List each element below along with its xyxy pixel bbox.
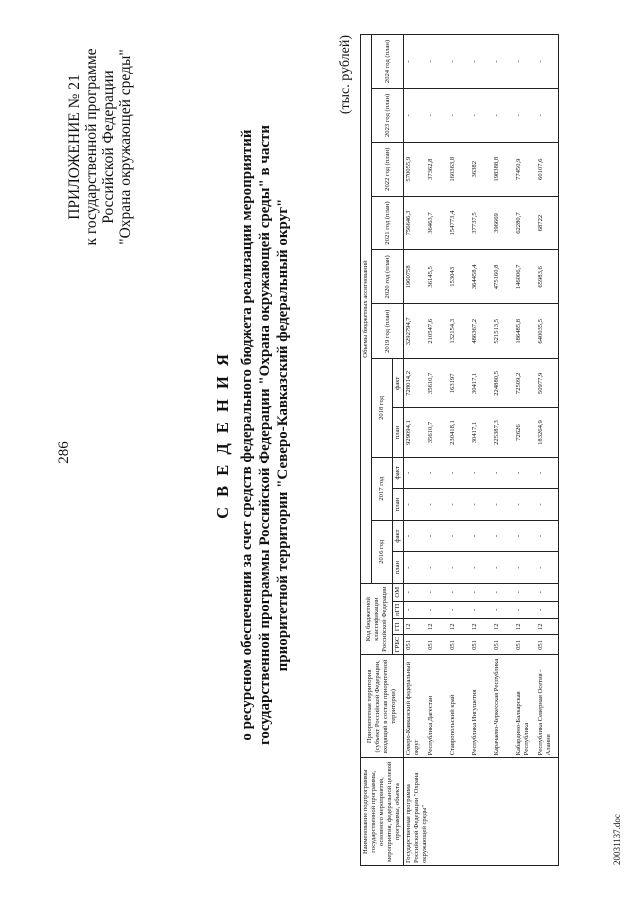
cell-y2021: 62280,7	[514, 196, 536, 250]
header-2018-plan: план	[393, 408, 404, 457]
cell-p2018: 225387,3	[492, 408, 514, 457]
cell-p2017: -	[514, 489, 536, 521]
cell-y2022: 198388,8	[492, 142, 514, 196]
cell-grbs: 051	[404, 635, 427, 655]
header-2018: 2018 год	[372, 359, 393, 457]
header-2017: 2017 год	[372, 457, 393, 520]
header-gp: ГП	[393, 619, 404, 635]
cell-f2018: 163197	[448, 359, 470, 408]
cell-y2024: -	[492, 35, 514, 89]
cell-y2023: -	[404, 88, 427, 142]
cell-f2018: 30417,1	[470, 359, 492, 408]
cell-grbs: 051	[470, 635, 492, 655]
cell-p2017: -	[470, 489, 492, 521]
cell-y2019: 3292794,7	[404, 304, 427, 359]
cell-p2016: -	[448, 552, 470, 584]
document-subtitle	[238, 85, 292, 785]
territory-cell: Северо-Кавказский федеральный округ	[404, 655, 427, 758]
cell-y2022: 570055,9	[404, 142, 427, 196]
territory-cell: Республика Дагестан	[426, 655, 448, 758]
table-row	[492, 35, 514, 866]
cell-f2017: -	[536, 457, 559, 489]
cell-f2016: -	[426, 520, 448, 552]
header-2017-plan: план	[393, 489, 404, 521]
cell-y2019: 486367,2	[470, 304, 492, 359]
document-title: С В Е Д Е Н И Я	[213, 351, 232, 519]
cell-p2018: 30417,1	[470, 408, 492, 457]
table-row	[448, 35, 470, 866]
table-row	[426, 35, 448, 866]
cell-om: -	[404, 583, 427, 601]
appendix-line-3: Российской Федерации	[100, 70, 117, 224]
cell-f2017: -	[426, 457, 448, 489]
cell-p2016: -	[536, 552, 559, 584]
cell-om: -	[536, 583, 559, 601]
cell-om: -	[448, 583, 470, 601]
header-name: Наименование подпрограммы государственной программы, основного мероприятия, мероприятия, федеральной целевой программы, объекта	[361, 758, 404, 866]
header-om: ОМ	[393, 583, 404, 601]
cell-y2023: -	[536, 88, 559, 142]
cell-p2017: -	[426, 489, 448, 521]
territory-cell: Республика Ингушетия	[470, 655, 492, 758]
header-2024: 2024 год (план)	[372, 35, 404, 89]
budget-table	[360, 34, 559, 866]
cell-f2016: -	[514, 520, 536, 552]
cell-p2016: -	[426, 552, 448, 584]
cell-pgp: -	[470, 601, 492, 619]
cell-y2024: -	[448, 35, 470, 89]
header-2023: 2023 год (план)	[372, 88, 404, 142]
cell-y2023: -	[514, 88, 536, 142]
table-row	[514, 35, 536, 866]
cell-f2016: -	[470, 520, 492, 552]
header-pgp: пГП	[393, 601, 404, 619]
cell-f2016: -	[492, 520, 514, 552]
cell-y2022: 77450,9	[514, 142, 536, 196]
cell-y2021: 36463,7	[426, 196, 448, 250]
territory-cell: Кабардино-Балкарская Республика	[514, 655, 536, 758]
cell-y2021: 756646,3	[404, 196, 427, 250]
cell-f2018: 224880,5	[492, 359, 514, 408]
cell-y2024: -	[404, 35, 427, 89]
cell-y2021: 68722	[536, 196, 559, 250]
header-grbs: ГРБС	[393, 635, 404, 655]
cell-grbs: 051	[536, 635, 559, 655]
cell-y2022: 160363,8	[448, 142, 470, 196]
header-volumes: Объемы бюджетных ассигнований	[361, 35, 372, 584]
territory-cell: Ставропольский край	[448, 655, 470, 758]
cell-y2021: 154773,4	[448, 196, 470, 250]
cell-grbs: 051	[448, 635, 470, 655]
cell-f2016: -	[536, 520, 559, 552]
cell-y2024: -	[426, 35, 448, 89]
cell-y2020: 36145,5	[426, 250, 448, 304]
cell-y2020: 65983,6	[536, 250, 559, 304]
header-2021: 2021 год (план)	[372, 196, 404, 250]
cell-grbs: 051	[514, 635, 536, 655]
territory-cell: Карачаево-Черкесская Республика	[492, 655, 514, 758]
cell-p2016: -	[404, 552, 427, 584]
cell-y2024: -	[536, 35, 559, 89]
appendix-line-2: к государственной программе	[83, 48, 100, 246]
cell-gp: 12	[448, 619, 470, 635]
cell-f2017: -	[492, 457, 514, 489]
header-2020: 2020 год (план)	[372, 250, 404, 304]
cell-p2018: 72626	[514, 408, 536, 457]
subtitle-line-2: государственной программы Российской Федерации "Охрана окружающей среды" в части	[257, 124, 273, 746]
cell-y2019: 186485,8	[514, 304, 536, 359]
table-row	[404, 35, 427, 866]
cell-grbs: 051	[492, 635, 514, 655]
header-2016-plan: план	[393, 552, 404, 584]
cell-f2016: -	[448, 520, 470, 552]
cell-gp: 12	[492, 619, 514, 635]
cell-gp: 12	[536, 619, 559, 635]
footer-code: 20031137.doc	[612, 814, 622, 865]
cell-p2017: -	[536, 489, 559, 521]
cell-gp: 12	[514, 619, 536, 635]
cell-pgp: -	[514, 601, 536, 619]
cell-f2018: 728014,2	[404, 359, 427, 408]
cell-y2022: 36382	[470, 142, 492, 196]
cell-pgp: -	[404, 601, 427, 619]
cell-y2020: 153043	[448, 250, 470, 304]
cell-y2023: -	[492, 88, 514, 142]
cell-f2017: -	[448, 457, 470, 489]
header-2019: 2019 год (план)	[372, 304, 404, 359]
cell-om: -	[514, 583, 536, 601]
cell-y2021: 396669	[492, 196, 514, 250]
header-2017-fact: факт	[393, 457, 404, 489]
cell-pgp: -	[536, 601, 559, 619]
cell-y2020: 146006,7	[514, 250, 536, 304]
table-row	[536, 35, 559, 866]
header-2016: 2016 год	[372, 520, 393, 583]
header-territory: Приоритетная территория (субъект Российской Федерации, входящий в состав приоритетной территории)	[361, 655, 404, 758]
cell-pgp: -	[448, 601, 470, 619]
cell-gp: 12	[404, 619, 427, 635]
cell-gp: 12	[470, 619, 492, 635]
cell-y2024: -	[470, 35, 492, 89]
cell-y2024: -	[514, 35, 536, 89]
cell-y2019: 640035,5	[536, 304, 559, 359]
cell-p2016: -	[470, 552, 492, 584]
header-code: Код бюджетной классификации Российской Федерации	[361, 583, 393, 654]
cell-f2018: 50977,9	[536, 359, 559, 408]
cell-f2018: 35610,7	[426, 359, 448, 408]
table-body	[404, 35, 559, 866]
cell-p2017: -	[404, 489, 427, 521]
cell-y2023: -	[470, 88, 492, 142]
territory-cell: Республика Северная Осетия - Алания	[536, 655, 559, 758]
table-row	[470, 35, 492, 866]
cell-om: -	[492, 583, 514, 601]
cell-y2023: -	[426, 88, 448, 142]
cell-p2016: -	[492, 552, 514, 584]
subtitle-line-3: приоритетной территории "Северо-Кавказский федеральный округ"	[275, 198, 291, 672]
cell-grbs: 051	[426, 635, 448, 655]
cell-om: -	[426, 583, 448, 601]
cell-p2017: -	[492, 489, 514, 521]
cell-pgp: -	[426, 601, 448, 619]
cell-p2016: -	[514, 552, 536, 584]
appendix-line-4: "Охрана окружающей среды"	[117, 49, 134, 245]
header-2018-fact: факт	[393, 359, 404, 408]
cell-y2022: 60107,6	[536, 142, 559, 196]
cell-p2018: 230418,1	[448, 408, 470, 457]
cell-p2018: 183264,9	[536, 408, 559, 457]
appendix-block	[66, 27, 134, 267]
cell-y2023: -	[448, 88, 470, 142]
cell-y2019: 210547,6	[426, 304, 448, 359]
cell-f2017: -	[470, 457, 492, 489]
cell-p2017: -	[448, 489, 470, 521]
cell-y2019: 521513,5	[492, 304, 514, 359]
cell-y2020: 1960758	[404, 250, 427, 304]
units-label: (тыс. рублей)	[338, 35, 353, 115]
cell-p2018: 35610,7	[426, 408, 448, 457]
appendix-line-1: ПРИЛОЖЕНИЕ № 21	[66, 74, 83, 220]
cell-y2021: 37737,5	[470, 196, 492, 250]
program-name-cell: Государственная программа Российской Федерации "Охрана окружающей среды"	[404, 758, 559, 866]
cell-f2018: 72509,2	[514, 359, 536, 408]
cell-f2017: -	[404, 457, 427, 489]
cell-pgp: -	[492, 601, 514, 619]
cell-y2020: 364458,4	[470, 250, 492, 304]
page-number: 286	[56, 441, 72, 464]
cell-y2022: 37362,8	[426, 142, 448, 196]
header-2016-fact: факт	[393, 520, 404, 552]
subtitle-line-1: о ресурсном обеспечении за счет средств федерального бюджета реализации мероприятий	[239, 129, 255, 741]
cell-p2018: 929094,1	[404, 408, 427, 457]
cell-f2017: -	[514, 457, 536, 489]
header-2022: 2022 год (план)	[372, 142, 404, 196]
cell-y2020: 475160,8	[492, 250, 514, 304]
cell-f2016: -	[404, 520, 427, 552]
cell-gp: 12	[426, 619, 448, 635]
cell-y2019: 132154,3	[448, 304, 470, 359]
cell-om: -	[470, 583, 492, 601]
